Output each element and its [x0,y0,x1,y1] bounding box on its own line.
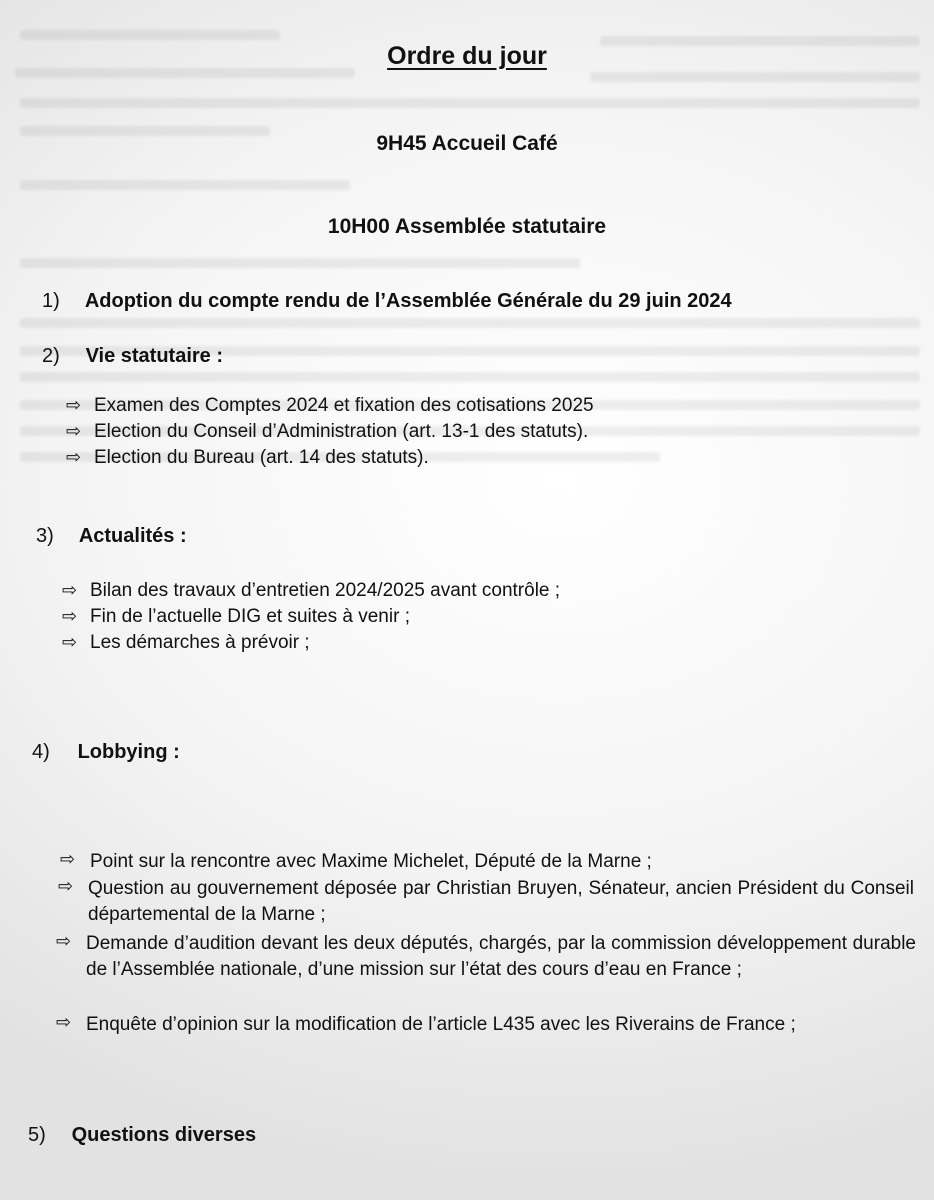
list-item-text: Election du Conseil d’Administration (art. 13-1 des statuts). [94,421,589,442]
section-number: 1) [42,290,60,312]
right-arrow-outline-icon: ⇨ [66,395,82,415]
assemblee-line: 10H00 Assemblée statutaire [327,215,607,238]
list-item [62,606,410,628]
list-item-text: Fin de l’actuelle DIG et suites à venir ; [90,606,410,627]
list-item-text: Question au gouvernement déposée par Christian Bruyen, Sénateur, ancien Président du Conseil départemental de la Marne ; [88,878,914,925]
list-item-text: Enquête d’opinion sur la modification de l’article L435 avec les Riverains de France ; [86,1014,796,1035]
right-arrow-outline-icon: ⇨ [58,876,74,896]
right-arrow-outline-icon: ⇨ [62,632,78,652]
list-item [62,632,310,654]
section-questions-diverses [28,1124,256,1147]
right-arrow-outline-icon: ⇨ [56,931,72,951]
right-arrow-outline-icon: ⇨ [66,447,82,467]
right-arrow-outline-icon: ⇨ [56,1012,72,1032]
section-label: Vie statutaire : [85,345,224,367]
section-label: Actualités : [78,525,187,547]
right-arrow-outline-icon: ⇨ [62,580,78,600]
list-item-text: Examen des Comptes 2024 et fixation des cotisations 2025 [94,395,594,416]
section-label: Questions diverses [71,1124,257,1146]
list-item [62,580,560,602]
section-actualites [36,525,187,548]
page-title: Ordre du jour [387,42,547,70]
list-item-text: Les démarches à prévoir ; [90,632,310,653]
section-label: Adoption du compte rendu de l’Assemblée Générale du 29 juin 2024 [84,290,732,312]
right-arrow-outline-icon: ⇨ [66,421,82,441]
list-item-text: Point sur la rencontre avec Maxime Michelet, Député de la Marne ; [90,851,652,872]
accueil-line: 9H45 Accueil Café [376,132,558,155]
section-vie-statutaire [42,345,223,368]
right-arrow-outline-icon: ⇨ [62,606,78,626]
section-number: 2) [42,345,60,367]
section-adoption [42,290,732,313]
list-item [66,395,594,417]
section-number: 3) [36,525,54,547]
list-item [66,421,588,443]
list-item-text: Bilan des travaux d’entretien 2024/2025 avant contrôle ; [90,580,561,601]
list-item [60,849,920,875]
list-item-text: Demande d’audition devant les deux députés, chargés, par la commission développement durable de l’Assemblée nationale, d’une mission sur l’état des cours d’eau en France ; [86,933,916,980]
list-item [56,1012,918,1038]
right-arrow-outline-icon: ⇨ [60,849,76,869]
section-number: 4) [32,741,50,763]
section-lobbying [32,741,180,764]
list-item [56,931,916,983]
list-item [58,876,914,928]
list-item [66,447,429,469]
list-item-text: Election du Bureau (art. 14 des statuts). [94,447,429,468]
section-number: 5) [28,1124,46,1146]
section-label: Lobbying : [77,741,180,763]
